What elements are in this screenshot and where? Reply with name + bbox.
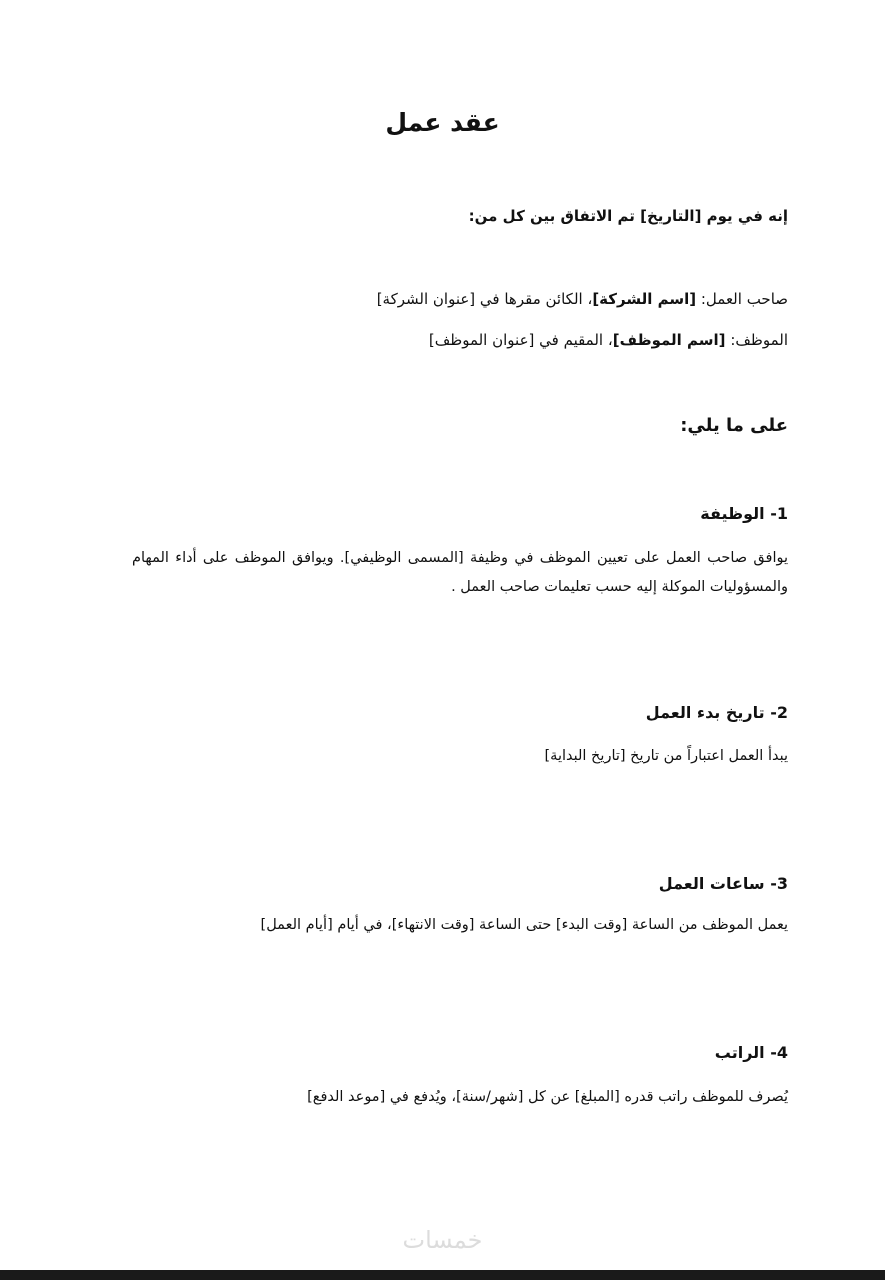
clause-body-start-date: يبدأ العمل اعتباراً من تاريخ [تاريخ البداية]: [544, 748, 788, 764]
contract-intro: إنه في يوم [التاريخ] تم الاتفاق بين كل من:: [468, 207, 788, 225]
clause-body-working-hours: يعمل الموظف من الساعة [وقت البدء] حتى الساعة [وقت الانتهاء]، في أيام [أيام العمل]: [260, 917, 788, 933]
employee-address: ، المقيم في [عنوان الموظف]: [428, 331, 613, 349]
document-title: عقد عمل: [385, 108, 500, 137]
employer-address: ، الكائن مقرها في [عنوان الشركة]: [376, 290, 593, 308]
employer-name: [اسم الشركة]: [592, 290, 697, 308]
agreement-heading: على ما يلي:: [680, 415, 788, 436]
clause-heading-salary: 4- الراتب: [714, 1043, 788, 1062]
clause-heading-job: 1- الوظيفة: [700, 504, 788, 523]
page-bottom-edge: [0, 1270, 885, 1280]
employee-name: [اسم الموظف]: [612, 331, 726, 349]
clause-body-salary: يُصرف للموظف راتب قدره [المبلغ] عن كل [شهر/سنة]، ويُدفع في [موعد الدفع]: [307, 1089, 788, 1105]
employee-label: الموظف:: [725, 331, 788, 349]
watermark: خمسات: [402, 1226, 483, 1254]
clause-heading-start-date: 2- تاريخ بدء العمل: [645, 703, 788, 722]
employer-label: صاحب العمل:: [696, 290, 788, 308]
clause-body-job: يوافق صاحب العمل على تعيين الموظف في وظيفة [المسمى الوظيفي]. ويوافق الموظف على أداء المهام والمسؤوليات الموكلة إليه حسب تعليمات صاحب العمل .: [132, 550, 788, 595]
employer-line: [377, 290, 788, 308]
employee-line: [429, 331, 788, 349]
clause-heading-working-hours: 3- ساعات العمل: [658, 874, 788, 893]
